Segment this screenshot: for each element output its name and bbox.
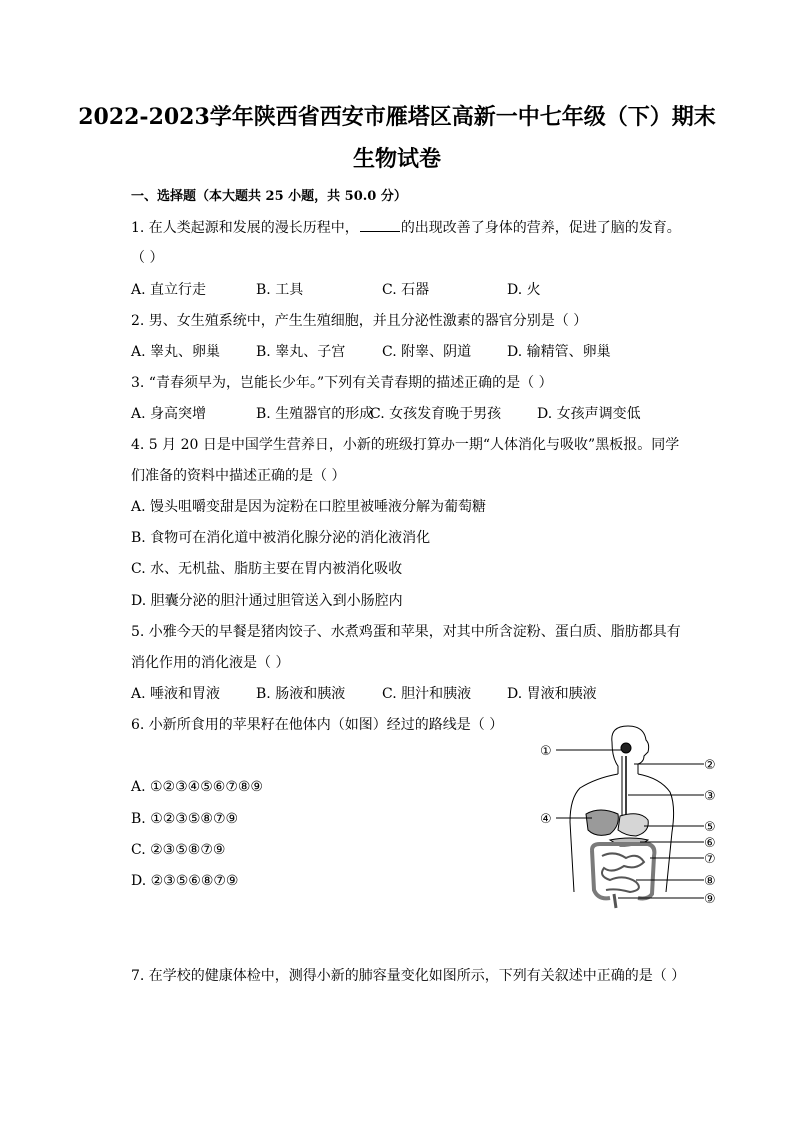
- question-6-option-b: B. ①②③⑤⑧⑦⑨: [131, 811, 239, 827]
- diagram-label-3: ③: [704, 789, 716, 804]
- question-1-option-c: C. 石器: [382, 282, 430, 298]
- question-1-option-b: B. 工具: [256, 282, 304, 298]
- question-1-stem: [131, 219, 681, 237]
- question-6-stem: 6. 小新所食用的苹果籽在他体内（如图）经过的路线是（ ）: [131, 717, 504, 733]
- question-1-option-a: A. 直立行走: [131, 282, 207, 298]
- question-3-option-a: A. 身高突增: [131, 406, 207, 422]
- question-2-stem: 2. 男、女生殖系统中，产生生殖细胞，并且分泌性激素的器官分别是（ ）: [131, 313, 588, 329]
- question-2-option-a: A. 睾丸、卵巢: [131, 344, 221, 360]
- question-2-option-c: C. 附睾、阴道: [382, 344, 472, 360]
- diagram-label-8: ⑧: [704, 874, 716, 889]
- question-7-stem: 7. 在学校的健康体检中，测得小新的肺容量变化如图所示，下列有关叙述中正确的是（ ）: [131, 968, 686, 984]
- diagram-label-4: ④: [540, 812, 552, 827]
- diagram-label-7: ⑦: [704, 852, 716, 867]
- question-4-option-d: D. 胆囊分泌的胆汁通过胆管送入到小肠腔内: [131, 593, 403, 609]
- liver: [586, 810, 618, 835]
- question-4-option-b: B. 食物可在消化道中被消化腺分泌的消化液消化: [131, 530, 431, 546]
- section-heading: 一、选择题（本大题共 25 小题，共 50.0 分）: [131, 189, 407, 204]
- question-1-stem-part2: 的出现改善了身体的营养，促进了脑的发育。: [400, 220, 681, 236]
- question-5-stem: 5. 小雅今天的早餐是猪肉饺子、水煮鸡蛋和苹果，对其中所含淀粉、蛋白质、脂肪都具有: [131, 624, 681, 640]
- exam-title-line1: 2022-2023学年陕西省西安市雁塔区高新一中七年级（下）期末: [78, 104, 716, 130]
- question-6-option-c: C. ②③⑤⑧⑦⑨: [131, 842, 226, 858]
- question-1-option-d: D. 火: [507, 282, 541, 298]
- exam-title-line2: 生物试卷: [352, 146, 441, 172]
- question-4-stem: 4. 5 月 20 日是中国学生营养日，小新的班级打算办一期“人体消化与吸收”黑板报。同学: [131, 437, 680, 453]
- question-6-option-d: D. ②③⑤⑥⑧⑦⑨: [131, 873, 239, 889]
- question-6-option-a: A. ①②③④⑤⑥⑦⑧⑨: [131, 779, 263, 795]
- diagram-label-2: ②: [704, 758, 716, 773]
- small-intestine: [602, 853, 644, 892]
- question-4-option-a: A. 馒头咀嚼变甜是因为淀粉在口腔里被唾液分解为葡萄糖: [131, 499, 487, 515]
- stomach: [618, 814, 648, 836]
- question-1-stem-line2: （ ）: [131, 250, 164, 266]
- diagram-label-1: ①: [540, 744, 552, 759]
- question-5-option-b: B. 肠液和胰液: [256, 686, 346, 702]
- question-4-option-c: C. 水、无机盐、脂肪主要在胃内被消化吸收: [131, 561, 403, 577]
- answer-blank: [360, 219, 400, 232]
- question-5-option-a: A. 唾液和胃液: [131, 686, 221, 702]
- question-5-stem-line2: 消化作用的消化液是（ ）: [131, 655, 290, 671]
- question-4-stem-line2: 们准备的资料中描述正确的是（ ）: [131, 468, 346, 484]
- question-3-option-c: C. 女孩发育晚于男孩: [370, 406, 502, 422]
- diagram-label-9: ⑨: [704, 892, 716, 907]
- question-2-option-d: D. 输精管、卵巢: [507, 344, 611, 360]
- question-5-option-d: D. 胃液和胰液: [507, 686, 597, 702]
- question-1-stem-part1: 1. 在人类起源和发展的漫长历程中，: [131, 220, 359, 236]
- question-5-option-c: C. 胆汁和胰液: [382, 686, 472, 702]
- diagram-label-5: ⑤: [704, 820, 716, 835]
- question-3-option-b: B. 生殖器官的形成: [256, 406, 374, 422]
- diagram-label-6: ⑥: [704, 836, 716, 851]
- question-3-option-d: D. 女孩声调变低: [537, 406, 641, 422]
- rectum: [614, 894, 616, 908]
- digestive-system-diagram: [540, 722, 720, 912]
- question-2-option-b: B. 睾丸、子宫: [256, 344, 346, 360]
- question-3-stem: 3. “青春须早为，岂能长少年。”下列有关青春期的描述正确的是（ ）: [131, 375, 553, 391]
